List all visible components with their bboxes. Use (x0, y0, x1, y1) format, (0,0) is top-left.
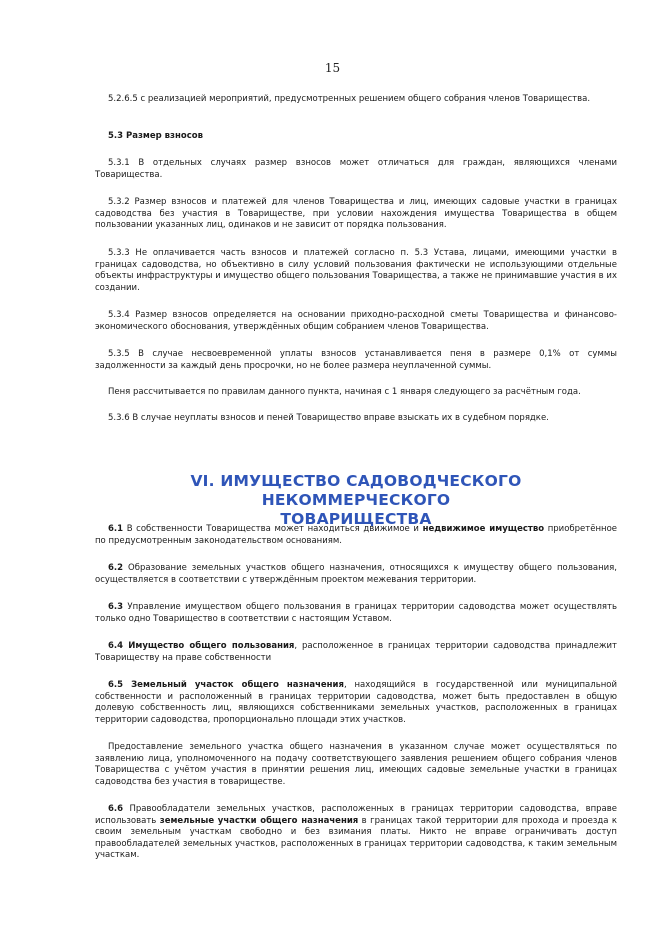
item-6-1 (95, 524, 617, 547)
item-6-1-bold-text: недвижимое имущество (422, 524, 545, 534)
item-6-2 (95, 563, 617, 586)
paragraph-provision: Предоставление земельного участка общего назначения в указанном случае может осуществляться по заявлению лица, уполномоченного на подачу соответствующего заявления решением общего собрания членов Товарищества с учётом участия в принятии решения лиц, имеющих садовые земельные участки в границах садоводства без участия в товариществе. (95, 742, 617, 787)
item-6-5 (95, 680, 617, 726)
paragraph-5-2-6-5: 5.2.6.5 с реализацией мероприятий, предусмотренных решением общего собрания членов Товарищества. (108, 94, 591, 104)
item-6-4-text: , расположенное в границах территории садоводства принадлежит Товариществу на праве собственности (95, 641, 617, 663)
item-6-2-number: 6.2 (108, 563, 124, 573)
paragraph-penalty-rule: Пеня рассчитывается по правилам данного пункта, начиная с 1 января следующего за расчётным года. (108, 387, 581, 397)
paragraph-5-3-6: 5.3.6 В случае неуплаты взносов и пеней Товарищество вправе взыскать их в судебном порядке. (108, 413, 549, 423)
item-6-3-text: Управление имуществом общего пользования в границах территории садоводства может осуществлять только одно Товарищество в соответствии с настоящим Уставом. (95, 602, 617, 624)
paragraph-5-3-5: 5.3.5 В случае несвоевременной уплаты взносов устанавливается пеня в размере 0,1% от суммы задолженности за каждый день просрочки, но не более размера неуплаченной суммы. (95, 349, 617, 371)
heading-5-3 (95, 131, 617, 143)
heading-5-3-text: 5.3 Размер взносов (108, 131, 203, 141)
section-vi-title (95, 472, 617, 529)
item-6-6-number: 6.6 (108, 804, 124, 814)
paragraph-5-3-2: 5.3.2 Размер взносов и платежей для членов Товарищества и лиц, имеющих садовые участки в границах садоводства без участия в Товариществе, при условии нахождения имущества Товарищества в общем пользовании указанных лиц, одинаков и не зависит от порядка пользования. (95, 197, 617, 231)
item-6-3-number: 6.3 (108, 602, 124, 612)
page-number: 15 (324, 61, 341, 75)
paragraph-5-3-1: 5.3.1 В отдельных случаях размер взносов может отличаться для граждан, являющихся членами Товарищества. (95, 158, 617, 180)
item-6-6 (95, 804, 617, 862)
item-6-6-text-a: Правообладатели земельных участков, расположенных в границах территории садоводства, вправе использовать (95, 804, 617, 826)
item-6-6-bold-text: земельные участки общего назначения (159, 815, 359, 826)
item-6-5-lead: 6.5 Земельный участок общего назначения (108, 680, 344, 690)
section-vi-title-line2: ТОВАРИЩЕСТВА (280, 510, 432, 528)
item-6-1-text-a: В собственности Товарищества может находиться движимое и (123, 524, 423, 534)
item-6-1-text-b: приобретённое по предусмотренным законодательством основаниям. (95, 524, 617, 546)
item-6-4 (95, 641, 617, 664)
paragraph-5-3-4: 5.3.4 Размер взносов определяется на основании приходно-расходной сметы Товарищества и финансово-экономического обоснования, утверждённых общим собранием членов Товарищества. (95, 310, 617, 332)
item-6-5-text: , находящийся в государственной или муниципальной собственности и расположенный в границах территории садоводства, может быть предоставлен в общую долевую собственность лиц, являющихся собственниками земельных участков, расположенных в границах территории садоводства, пропорционально площади этих участков. (95, 680, 617, 725)
item-6-4-lead: 6.4 Имущество общего пользования (108, 641, 295, 651)
item-6-3 (95, 602, 617, 625)
item-6-2-text: Образование земельных участков общего назначения, относящихся к имуществу общего пользования, осуществляется в соответствии с утверждённым проектом межевания территории. (95, 563, 617, 585)
section-vi-title-line1: VI. ИМУЩЕСТВО САДОВОДЧЕСКОГО НЕКОММЕРЧЕСКОГО (190, 472, 522, 509)
item-6-1-number: 6.1 (108, 524, 124, 534)
item-6-6-text-b: в границах такой территории для прохода и проезда к своим земельным участкам свободно и без взимания платы. Никто не вправе ограничивать доступ правообладателей земельных участков, расположенных в границах территории садоводства, к таким земельным участкам. (95, 815, 618, 861)
paragraph-5-3-3: 5.3.3 Не оплачивается часть взносов и платежей согласно п. 5.3 Устава, лицами, имеющими участки в границах садоводства, но объективно в силу условий пользования фактически не использующими отдельные объекты инфраструктуры и имущество общего пользования Товарищества, а также не принимавшие участия в их создании. (95, 248, 617, 293)
